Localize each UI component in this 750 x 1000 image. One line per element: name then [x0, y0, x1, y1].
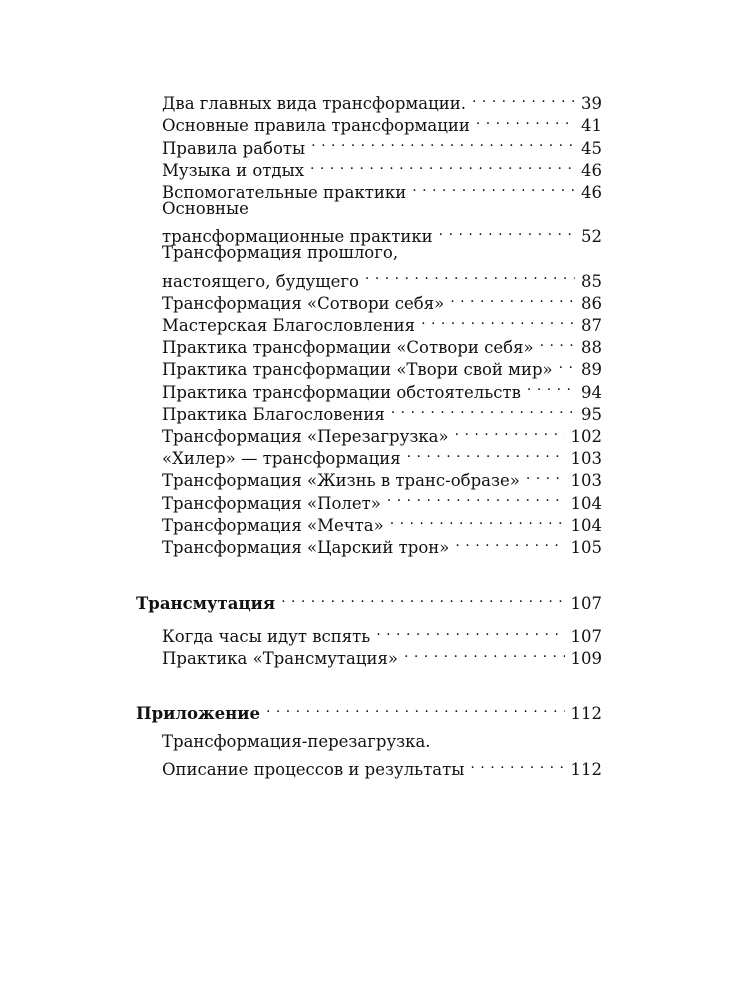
toc-entry-title: Трансформация «Полет»	[162, 493, 381, 513]
toc-appendix-items	[162, 731, 602, 780]
dot-leader	[387, 486, 565, 508]
toc-entry	[162, 265, 602, 291]
toc-section-appendix	[136, 697, 602, 724]
toc-entry-title: настоящего, будущего	[162, 271, 359, 291]
toc-section-title: Приложение	[136, 704, 260, 724]
toc-entry	[162, 87, 602, 114]
toc-entry-page: 102	[570, 427, 602, 446]
toc-entry-page: 46	[581, 160, 602, 180]
toc-entry-page: 85	[581, 271, 602, 291]
toc-entry-page: 89	[581, 360, 602, 380]
dot-leader	[526, 464, 565, 486]
dot-leader	[421, 309, 575, 331]
toc-entry-page: 86	[581, 293, 602, 313]
toc-entry-page: 45	[581, 138, 602, 158]
toc-entry-page: 107	[570, 627, 602, 647]
toc-section-transmutation	[136, 587, 602, 614]
toc-entry-title: «Хилер» — трансформация	[162, 449, 401, 469]
toc-entry-page: 104	[570, 493, 602, 513]
toc-entry-page: 112	[570, 760, 602, 780]
dot-leader	[311, 131, 575, 153]
toc-entry-title: Трансформация «Царский трон»	[162, 537, 450, 557]
toc-entry-title: Правила работы	[162, 138, 306, 158]
dot-leader	[540, 331, 575, 353]
dot-leader	[281, 587, 564, 609]
toc-entry-title: Практика трансформации обстоятельств	[162, 382, 521, 402]
toc-entry-title: Описание процессов и результаты	[162, 760, 465, 780]
toc-entry-title: Трансформация «Жизнь в транс-образе»	[162, 471, 520, 491]
toc-entry-title: Практика Благословения	[162, 404, 385, 424]
toc-entry-title: Трансформация «Сотвори себя»	[162, 293, 445, 313]
toc-section-page: 112	[570, 704, 602, 724]
toc-section-heading	[136, 697, 602, 724]
dot-leader	[376, 620, 564, 642]
toc-entry-page: 94	[581, 382, 602, 402]
toc-entry-page: 95	[581, 404, 602, 424]
dot-leader	[365, 265, 575, 287]
dot-leader	[390, 509, 565, 531]
toc-entry-page: 103	[570, 449, 602, 469]
dot-leader	[266, 697, 565, 719]
toc-entry-page: 41	[581, 116, 602, 136]
toc-entry-title: Основные правила трансформации	[162, 116, 470, 136]
dot-leader	[412, 176, 575, 198]
toc-entry-page: 109	[570, 649, 602, 669]
dot-leader	[404, 642, 565, 664]
toc-entry	[162, 753, 602, 780]
toc-entry-title: Практика трансформации «Твори свой мир»	[162, 360, 553, 380]
dot-leader	[455, 420, 565, 442]
toc-entry-title: Трансформация «Перезагрузка»	[162, 427, 449, 446]
toc-entry-title: Вспомогательные практики	[162, 182, 407, 202]
toc-entry-page: 46	[581, 182, 602, 202]
toc-entry-page: 52	[581, 227, 602, 247]
toc-entry-title: Практика «Трансмутация»	[162, 649, 398, 669]
toc-transmutation-items	[162, 620, 602, 669]
dot-leader	[439, 220, 575, 242]
dot-leader	[455, 531, 564, 553]
dot-leader	[450, 287, 575, 309]
dot-leader	[391, 398, 575, 420]
toc-entry	[162, 220, 602, 247]
dot-leader	[310, 154, 575, 176]
dot-leader	[476, 109, 575, 131]
toc-entry-page: 88	[581, 338, 602, 358]
toc-entry-title: Мастерская Благословления	[162, 316, 416, 336]
toc-entry-title-line1: Основные	[162, 198, 249, 218]
toc-entry-title: Музыка и отдых	[162, 160, 305, 180]
toc-entry-title: Когда часы идут вспять	[162, 627, 371, 647]
toc-section-page: 107	[570, 594, 602, 614]
toc-entry-page: 39	[581, 94, 602, 114]
dot-leader	[470, 753, 564, 775]
toc-entry-page: 103	[570, 471, 602, 491]
toc-entry-title: трансформационные практики	[162, 227, 433, 247]
toc-entry-page: 104	[570, 515, 602, 535]
toc-entry-title: Практика трансформации «Сотвори себя»	[162, 338, 534, 358]
toc-section-heading	[136, 587, 602, 614]
toc-practices-group	[162, 87, 602, 557]
toc-entry-page: 87	[581, 316, 602, 336]
toc-entry-title: Два главных вида трансформации.	[162, 94, 466, 114]
dot-leader	[472, 87, 575, 109]
toc-entry	[162, 620, 602, 647]
toc-entry-title-line1: Трансформация-перезагрузка.	[162, 732, 431, 751]
toc-entry-title: Трансформация «Мечта»	[162, 515, 384, 535]
toc-section-title: Трансмутация	[136, 594, 276, 614]
dot-leader	[407, 442, 565, 464]
toc-entry-title-line1: Трансформация прошлого,	[162, 243, 399, 263]
toc-entry-page: 105	[570, 537, 602, 557]
dot-leader	[559, 353, 575, 375]
dot-leader	[527, 375, 575, 397]
